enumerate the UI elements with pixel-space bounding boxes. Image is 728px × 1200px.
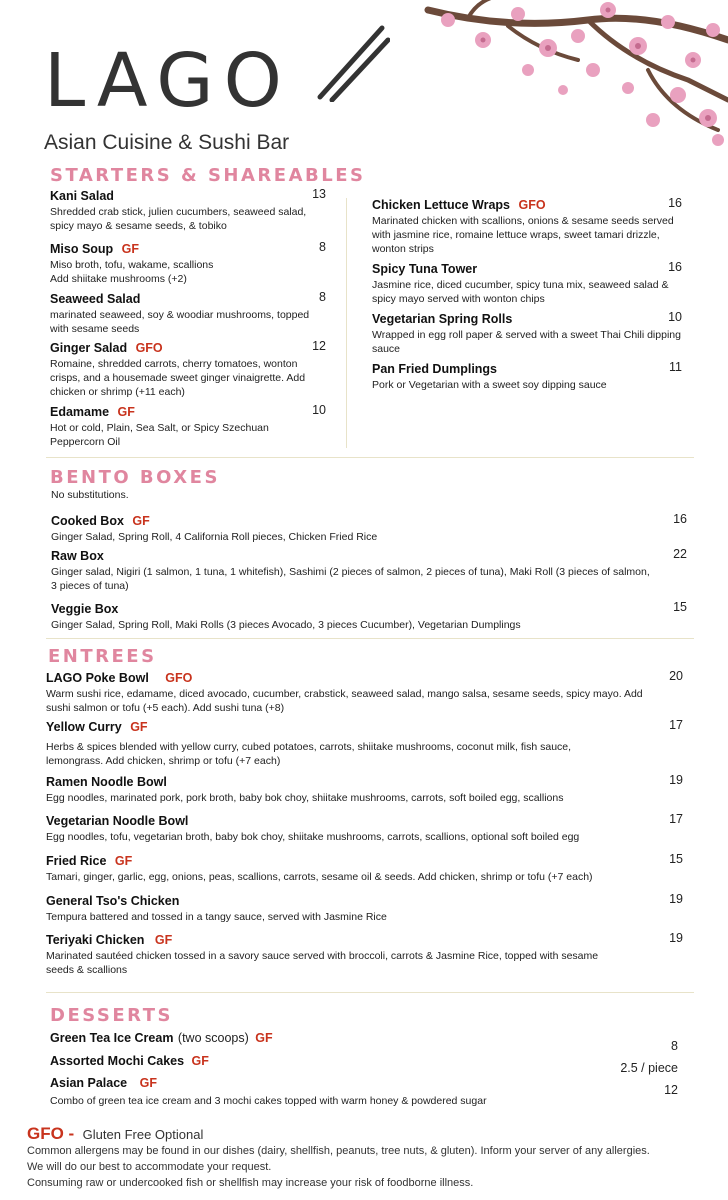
starters-right-column xyxy=(372,196,682,396)
item-description: Egg noodles, marinated pork, pork broth, baby bok choy, shiitake mushrooms, carrots, soft boiled egg, scallions xyxy=(46,792,564,804)
item-description: Romaine, shredded carrots, cherry tomatoes, wonton crisps, and a housemade sweet ginger vinaigrette. Add chicken or shrimp (+11 each) xyxy=(50,358,306,398)
section-divider xyxy=(46,638,694,639)
item-description: Ginger Salad, Spring Roll, Maki Rolls (3 pieces Avocado, 3 pieces Cucumber), Vegetarian Dumplings xyxy=(51,619,521,631)
item-tag: GF xyxy=(132,514,150,528)
item-tag: GF xyxy=(154,933,173,947)
item-description: Marinated chicken with scallions, onions & sesame seeds served with jasmine rice, romaine lettuce wraps, sweet tamari drizzle, wonton strips xyxy=(372,215,674,255)
item-price: 20 xyxy=(669,669,683,683)
item-description: Ginger salad, Nigiri (1 salmon, 1 tuna, 1 whitefish), Sashimi (2 pieces of salmon, 2 pieces of tuna), Maki Roll (3 pieces of salmon, 3 pieces of tuna) xyxy=(51,566,650,592)
item-price: 8 xyxy=(671,1039,678,1053)
section-title-entrees: ENTREES xyxy=(48,646,157,667)
item-name: Raw Box xyxy=(51,549,104,563)
item-description: Jasmine rice, diced cucumber, spicy tuna mix, seaweed salad & spicy mayo served with wonton chips xyxy=(372,279,669,305)
item-price: 22 xyxy=(673,547,687,561)
list-item xyxy=(50,187,326,240)
section-title-starters: STARTERS & SHAREABLES xyxy=(50,165,366,186)
item-name: Veggie Box xyxy=(51,602,119,616)
list-item xyxy=(51,600,687,635)
item-extra: (two scoops) xyxy=(177,1031,249,1045)
list-item xyxy=(46,773,683,812)
list-item xyxy=(372,196,682,260)
item-name: Asian Palace xyxy=(50,1076,128,1090)
item-price: 15 xyxy=(669,852,683,866)
dessert-item xyxy=(50,1052,450,1070)
list-item xyxy=(50,240,326,290)
item-description: Egg noodles, tofu, vegetarian broth, baby bok choy, shiitake mushrooms, carrots, scallions, optional soft boiled egg xyxy=(46,831,580,843)
column-divider xyxy=(346,198,347,448)
item-price: 8 xyxy=(319,290,326,304)
item-description: Tamari, ginger, garlic, egg, onions, peas, scallions, carrots, sesame oil & seeds. Add chicken, shrimp or tofu (+7 each) xyxy=(46,871,593,883)
item-description: Hot or cold, Plain, Sea Salt, or Spicy Szechuan Peppercorn Oil xyxy=(50,422,269,448)
item-name: Pan Fried Dumplings xyxy=(372,362,498,376)
list-item xyxy=(46,852,683,892)
item-name: Cooked Box xyxy=(51,514,124,528)
list-item xyxy=(46,669,683,718)
item-name: Seaweed Salad xyxy=(50,292,141,306)
item-description: Tempura battered and tossed in a tangy sauce, served with Jasmine Rice xyxy=(46,911,387,923)
item-name: Green Tea Ice Cream xyxy=(50,1031,174,1045)
list-item xyxy=(50,403,326,453)
item-price: 12 xyxy=(664,1083,678,1097)
item-description: Wrapped in egg roll paper & served with a sweet Thai Chili dipping sauce xyxy=(372,329,681,355)
item-tag: GF xyxy=(191,1054,209,1068)
item-name: General Tso's Chicken xyxy=(46,894,180,908)
item-tag: GF xyxy=(255,1031,273,1045)
item-tag: GFO xyxy=(165,671,193,685)
raw-food-warning: Consuming raw or undercooked fish or shellfish may increase your risk of foodborne illness. xyxy=(27,1177,474,1189)
item-name: Vegetarian Noodle Bowl xyxy=(46,814,189,828)
section-divider xyxy=(46,457,694,458)
item-tag: GFO xyxy=(135,341,163,355)
list-item xyxy=(46,812,683,852)
item-description: Marinated sautéed chicken tossed in a savory sauce served with broccoli, carrots & Jasmine Rice, topped with sesame seeds & scallions xyxy=(46,950,599,976)
list-item xyxy=(46,931,683,979)
item-price: 11 xyxy=(669,360,682,374)
item-price: 17 xyxy=(669,718,683,732)
item-tag: GF xyxy=(121,242,140,256)
list-item xyxy=(50,339,326,403)
accommodate-notice: We will do our best to accommodate your request. xyxy=(27,1161,272,1173)
item-description: Pork or Vegetarian with a sweet soy dipping sauce xyxy=(372,379,607,391)
section-divider xyxy=(46,992,694,993)
item-price: 19 xyxy=(669,892,683,906)
item-description: Combo of green tea ice cream and 3 mochi cakes topped with warm honey & powdered sugar xyxy=(50,1095,487,1107)
gfo-label: GFO - xyxy=(27,1124,75,1143)
tagline: Asian Cuisine & Sushi Bar xyxy=(44,131,290,154)
item-description: Warm sushi rice, edamame, diced avocado, cucumber, crabstick, seaweed salad, mango salsa, sesame seeds, spicy mayo. Add sushi salmon or tofu (+5 each). Add sushi tuna (+8) xyxy=(46,688,643,714)
item-description: Shredded crab stick, julien cucumbers, seaweed salad, spicy mayo & sesame seeds, & tobiko xyxy=(50,206,307,232)
item-name: Miso Soup xyxy=(50,242,114,256)
item-price: 2.5 / piece xyxy=(620,1061,678,1075)
list-item xyxy=(372,360,682,396)
item-name: Chicken Lettuce Wraps xyxy=(372,198,511,212)
list-item xyxy=(372,310,682,360)
item-price: 10 xyxy=(312,403,326,417)
list-item xyxy=(372,260,682,310)
item-name: Ginger Salad xyxy=(50,341,128,355)
item-name: Assorted Mochi Cakes xyxy=(50,1054,185,1068)
item-price: 10 xyxy=(668,310,682,324)
section-title-desserts: DESSERTS xyxy=(50,1005,173,1026)
item-price: 15 xyxy=(673,600,687,614)
dessert-item xyxy=(50,1074,610,1108)
item-name: Fried Rice xyxy=(46,854,107,868)
list-item xyxy=(51,547,687,600)
item-description: Ginger Salad, Spring Roll, 4 California Roll pieces, Chicken Fried Rice xyxy=(51,531,378,543)
gfo-legend xyxy=(27,1124,203,1144)
list-item xyxy=(46,892,683,931)
item-tag: GF xyxy=(114,854,133,868)
item-description: Miso broth, tofu, wakame, scallions Add shiitake mushrooms (+2) xyxy=(50,259,214,285)
item-name: Vegetarian Spring Rolls xyxy=(372,312,513,326)
item-price: 19 xyxy=(669,773,683,787)
starters-left-column xyxy=(50,187,326,453)
entrees-list xyxy=(46,669,683,979)
bento-note: No substitutions. xyxy=(51,489,129,501)
item-price: 17 xyxy=(669,812,683,826)
item-description: marinated seaweed, soy & woodiar mushrooms, topped with sesame seeds xyxy=(50,309,310,335)
list-item xyxy=(51,512,687,547)
item-price: 19 xyxy=(669,931,683,945)
item-name: Kani Salad xyxy=(50,189,114,203)
bento-list xyxy=(51,512,687,635)
item-name: Spicy Tuna Tower xyxy=(372,262,478,276)
item-tag: GF xyxy=(130,720,148,734)
item-name: Ramen Noodle Bowl xyxy=(46,775,167,789)
dessert-item xyxy=(50,1029,680,1047)
item-tag: GF xyxy=(117,405,135,419)
cherry-blossom-illustration xyxy=(388,0,728,150)
item-price: 13 xyxy=(312,187,326,201)
item-price: 16 xyxy=(668,260,682,274)
logo: LAGO xyxy=(44,38,292,124)
item-price: 16 xyxy=(668,196,682,210)
item-price: 8 xyxy=(319,240,326,254)
item-name: LAGO Poke Bowl xyxy=(46,671,149,685)
list-item xyxy=(50,290,326,339)
section-title-bento: BENTO BOXES xyxy=(50,467,220,488)
chopsticks-icon xyxy=(300,22,390,102)
item-price: 12 xyxy=(312,339,326,353)
item-name: Edamame xyxy=(50,405,110,419)
item-tag: GF xyxy=(139,1076,157,1090)
item-description: Herbs & spices blended with yellow curry, cubed potatoes, carrots, shiitake mushrooms, coconut milk, fish sauce, lemongrass. Add chicken, shrimp or tofu (+7 each) xyxy=(46,741,572,767)
allergen-notice: Common allergens may be found in our dishes (dairy, shellfish, peanuts, tree nuts, & gluten). Inform your server of any allergies. xyxy=(27,1145,650,1157)
gfo-text: Gluten Free Optional xyxy=(82,1127,204,1142)
item-name: Yellow Curry xyxy=(46,720,122,734)
item-name: Teriyaki Chicken xyxy=(46,933,145,947)
item-tag: GFO xyxy=(518,198,546,212)
item-price: 16 xyxy=(673,512,687,526)
list-item xyxy=(46,718,683,773)
